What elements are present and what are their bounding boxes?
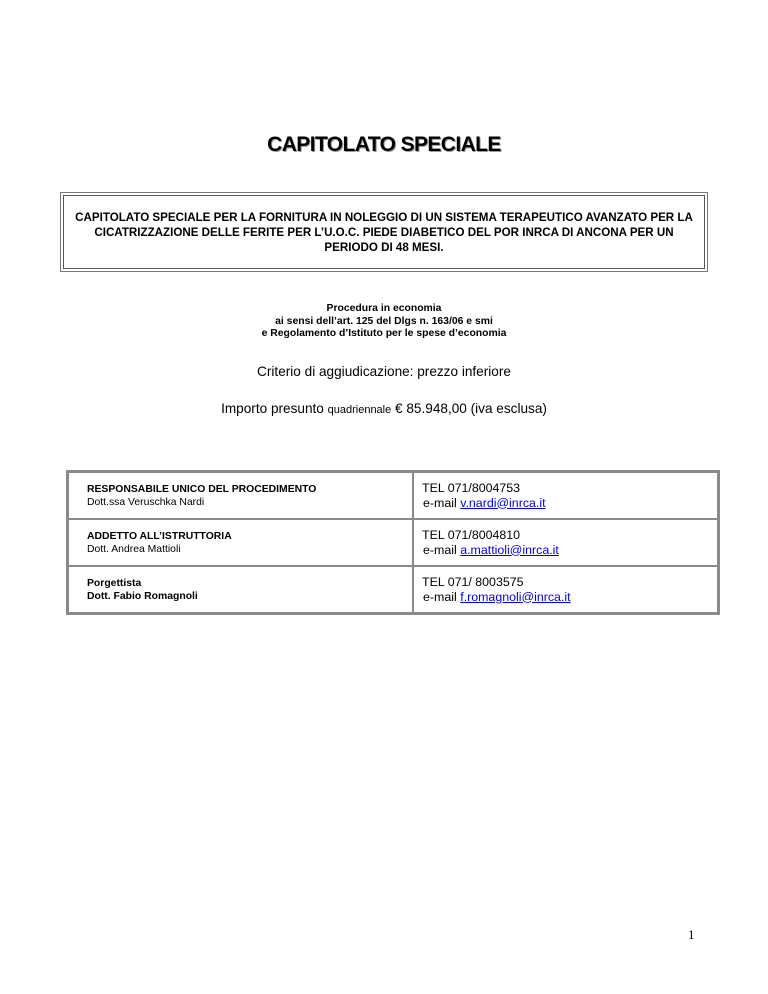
amount-value: € 85.948,00 (iva esclusa) <box>395 401 547 416</box>
phone-number: TEL 071/8004810 <box>422 527 521 542</box>
role-cell <box>68 472 413 519</box>
role-title: ADDETTO ALL’ISTRUTTORIA <box>87 530 232 542</box>
subject-box <box>63 195 705 269</box>
phone-number: TEL 071/8004753 <box>422 480 521 495</box>
role-name: Dott. Andrea Mattioli <box>87 543 181 555</box>
procedure-line: Procedura in economia <box>326 303 442 314</box>
amount-qualifier: quadriennale <box>327 404 392 416</box>
role-cell <box>68 566 413 613</box>
contacts-table <box>66 470 720 615</box>
subject-text: CAPITOLATO SPECIALE PER LA FORNITURA IN NOLEGGIO DI UN SISTEMA TERAPEUTICO AVANZATO PER LA CICATRIZZAZIONE DELLE FERITE PER L’U.O.C. PIEDE DIABETICO DEL POR INRCA DI ANCONA PER UN PERIODO DI 48 MESI. <box>75 210 693 254</box>
email-link[interactable]: a.mattioli@inrca.it <box>460 542 559 557</box>
role-cell <box>68 519 413 566</box>
document-title: CAPITOLATO SPECIALE <box>267 133 501 156</box>
contact-cell <box>413 566 718 613</box>
estimated-amount <box>0 401 768 416</box>
email-label: e-mail <box>423 495 457 510</box>
email-link[interactable]: f.romagnoli@inrca.it <box>460 589 571 604</box>
table-row <box>68 519 718 566</box>
procedure-line: ai sensi dell’art. 125 del Dlgs n. 163/06 e smi <box>275 315 493 327</box>
email-line <box>422 496 705 511</box>
phone-number: TEL 071/ 8003575 <box>422 574 524 589</box>
email-line <box>422 590 705 605</box>
email-label: e-mail <box>423 542 457 557</box>
procedure-line: e Regolamento d’Istituto per le spese d’economia <box>261 328 507 339</box>
email-label: e-mail <box>423 589 457 604</box>
email-line <box>422 543 705 558</box>
role-title: RESPONSABILE UNICO DEL PROCEDIMENTO <box>87 483 317 495</box>
table-row <box>68 472 718 519</box>
role-title: Porgettista <box>87 577 142 589</box>
procedure-block <box>0 303 768 341</box>
role-name: Dott.ssa Veruschka Nardi <box>87 496 205 508</box>
award-criterion: Criterio di aggiudicazione: prezzo inferiore <box>257 364 511 379</box>
contact-cell <box>413 519 718 566</box>
email-link[interactable]: v.nardi@inrca.it <box>460 495 546 510</box>
contact-cell <box>413 472 718 519</box>
page-number: 1 <box>688 927 695 942</box>
role-name: Dott. Fabio Romagnoli <box>87 590 198 602</box>
amount-prefix: Importo presunto <box>221 401 324 416</box>
table-row <box>68 566 718 613</box>
